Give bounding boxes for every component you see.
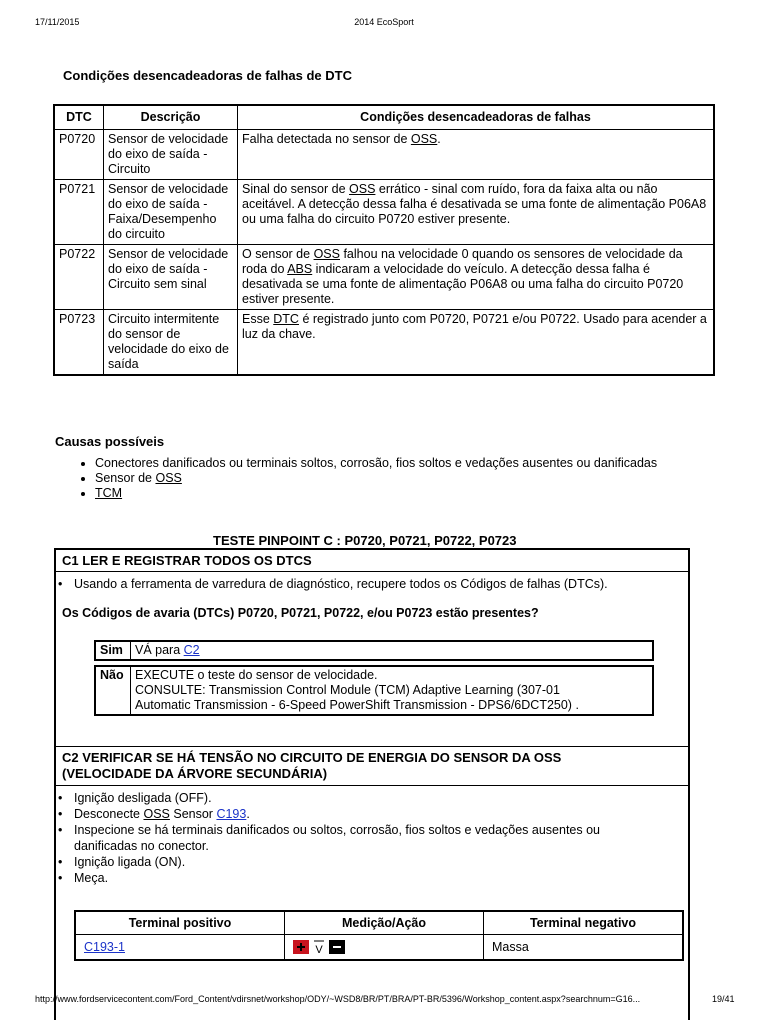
col-positive: Terminal positivo — [75, 911, 285, 935]
c1-answer-table — [94, 636, 654, 720]
abs-link[interactable]: ABS — [287, 262, 313, 276]
dtc-table-header — [54, 105, 714, 130]
col-negative: Terminal negativo — [484, 911, 684, 935]
goto-c2-link[interactable]: C2 — [183, 643, 200, 657]
oss-link[interactable]: OSS — [349, 182, 376, 196]
dtc-description: Sensor de velocidade do eixo de saída - Circuito — [104, 130, 238, 180]
footer-url: http://www.fordservicecontent.com/Ford_Content/vdirsnet/workshop/ODY/~WSD8/BR/PT/BRA/PT-BR/5396/Workshop_content.aspx?searchnum=G16... — [35, 994, 641, 1004]
list-item: • Usando a ferramenta de varredura de diagnóstico, recupere todos os Códigos de falhas (DTCs). — [56, 576, 686, 592]
table-row — [54, 130, 714, 180]
dtc-code: P0722 — [54, 245, 104, 310]
col-conditions: Condições desencadeadoras de falhas — [238, 105, 715, 130]
col-action: Medição/Ação — [285, 911, 484, 935]
measurement-table — [74, 910, 684, 961]
list-item: • Ignição desligada (OFF). — [56, 790, 656, 806]
voltmeter-dc-icon — [293, 939, 345, 955]
causes-title: Causas possíveis — [55, 434, 165, 449]
table-row — [75, 935, 683, 961]
print-date: 17/11/2015 — [35, 17, 80, 27]
c2-heading: C2 VERIFICAR SE HÁ TENSÃO NO CIRCUITO DE ENERGIA DO SENSOR DA OSS (VELOCIDADE DA ÁRVORE SECUNDÁRIA) — [56, 746, 688, 786]
col-description: Descrição — [104, 105, 238, 130]
dtc-code: P0723 — [54, 310, 104, 376]
table-row — [54, 310, 714, 376]
list-item: • Inspecione se há terminais danificados ou soltos, corrosão, fios soltos e vedações ausentes ou danificadas no conector. — [56, 822, 656, 854]
negative-terminal: Massa — [484, 935, 684, 961]
oss-link[interactable]: OSS — [155, 471, 182, 485]
dtc-conditions: O sensor de OSS falhou na velocidade 0 quando os sensores de velocidade da roda do ABS indicaram a velocidade do veículo. A detecção dessa falha é desativada se uma fonte de alimentação P06A8 ou uma falha do circuito P0720 estiver presente. — [238, 245, 715, 310]
measure-action — [285, 935, 484, 961]
c193-link[interactable]: C193 — [216, 807, 247, 821]
yes-action: VÁ para C2 — [131, 640, 654, 661]
dtc-code: P0721 — [54, 180, 104, 245]
dtc-description: Sensor de velocidade do eixo de saída - Faixa/Desempenho do circuito — [104, 180, 238, 245]
oss-link[interactable]: OSS — [313, 247, 340, 261]
table-row — [54, 180, 714, 245]
oss-link[interactable]: OSS — [143, 807, 170, 821]
c193-1-link[interactable]: C193-1 — [84, 940, 125, 954]
oss-link[interactable]: OSS — [410, 132, 438, 146]
dtc-code: P0720 — [54, 130, 104, 180]
dtc-description: Circuito intermitente do sensor de velocidade do eixo de saída — [104, 310, 238, 376]
c1-heading: C1 LER E REGISTRAR TODOS OS DTCS — [56, 550, 688, 572]
dtc-description: Sensor de velocidade do eixo de saída - Circuito sem sinal — [104, 245, 238, 310]
c1-question: Os Códigos de avaria (DTCs) P0720, P0721, P0722, e/ou P0723 estão presentes? — [62, 606, 539, 620]
dc-volt-icon — [312, 939, 326, 955]
pinpoint-title: TESTE PINPOINT C : P0720, P0721, P0722, P0723 — [213, 533, 517, 548]
pinpoint-box — [54, 548, 690, 1020]
dtc-conditions: Esse DTC é registrado junto com P0720, P0721 e/ou P0722. Usado para acender a luz da chave. — [238, 310, 715, 376]
answer-no — [94, 665, 654, 716]
section-title: Condições desencadeadoras de falhas de DTC — [63, 68, 352, 83]
dtc-conditions: Sinal do sensor de OSS errático - sinal com ruído, fora da faixa alta ou não aceitável. A detecção dessa falha é desativada se uma fonte de alimentação P06A8 ou uma falha do circuito P0720 estiver presente. — [238, 180, 715, 245]
causes-list — [60, 456, 768, 501]
dtc-table — [53, 104, 715, 376]
col-dtc: DTC — [54, 105, 104, 130]
c1-steps — [56, 576, 686, 592]
dtc-conditions: Falha detectada no sensor de OSS. — [238, 130, 715, 180]
positive-terminal — [75, 935, 285, 961]
table-row — [54, 245, 714, 310]
print-title: 2014 EcoSport — [354, 17, 414, 27]
minus-terminal-icon — [329, 940, 345, 954]
c2-steps — [56, 790, 656, 886]
list-item: • Conectores danificados ou terminais soltos, corrosão, fios soltos e vedações ausentes ou danificadas — [95, 456, 768, 471]
list-item: • Sensor de OSS — [95, 471, 768, 486]
list-item: • Meça. — [56, 870, 656, 886]
dtc-link[interactable]: DTC — [273, 312, 299, 326]
answer-yes — [94, 640, 654, 661]
no-action: EXECUTE o teste do sensor de velocidade. CONSULTE: Transmission Control Module (TCM) Adaptive Learning (307-01 Automatic Transmission - 6-Speed PowerShift Transmission - DPS6/6DCT250) . — [131, 665, 654, 716]
plus-terminal-icon — [293, 940, 309, 954]
list-item: • Desconecte OSS Sensor C193. — [56, 806, 656, 822]
svg-text:V: V — [315, 944, 323, 955]
yes-label: Sim — [94, 640, 131, 661]
list-item: • Ignição ligada (ON). — [56, 854, 656, 870]
measurement-header — [75, 911, 683, 935]
list-item — [95, 486, 768, 501]
no-label: Não — [94, 665, 131, 716]
footer-page: 19/41 — [712, 994, 735, 1004]
tcm-link[interactable]: TCM — [95, 486, 123, 500]
